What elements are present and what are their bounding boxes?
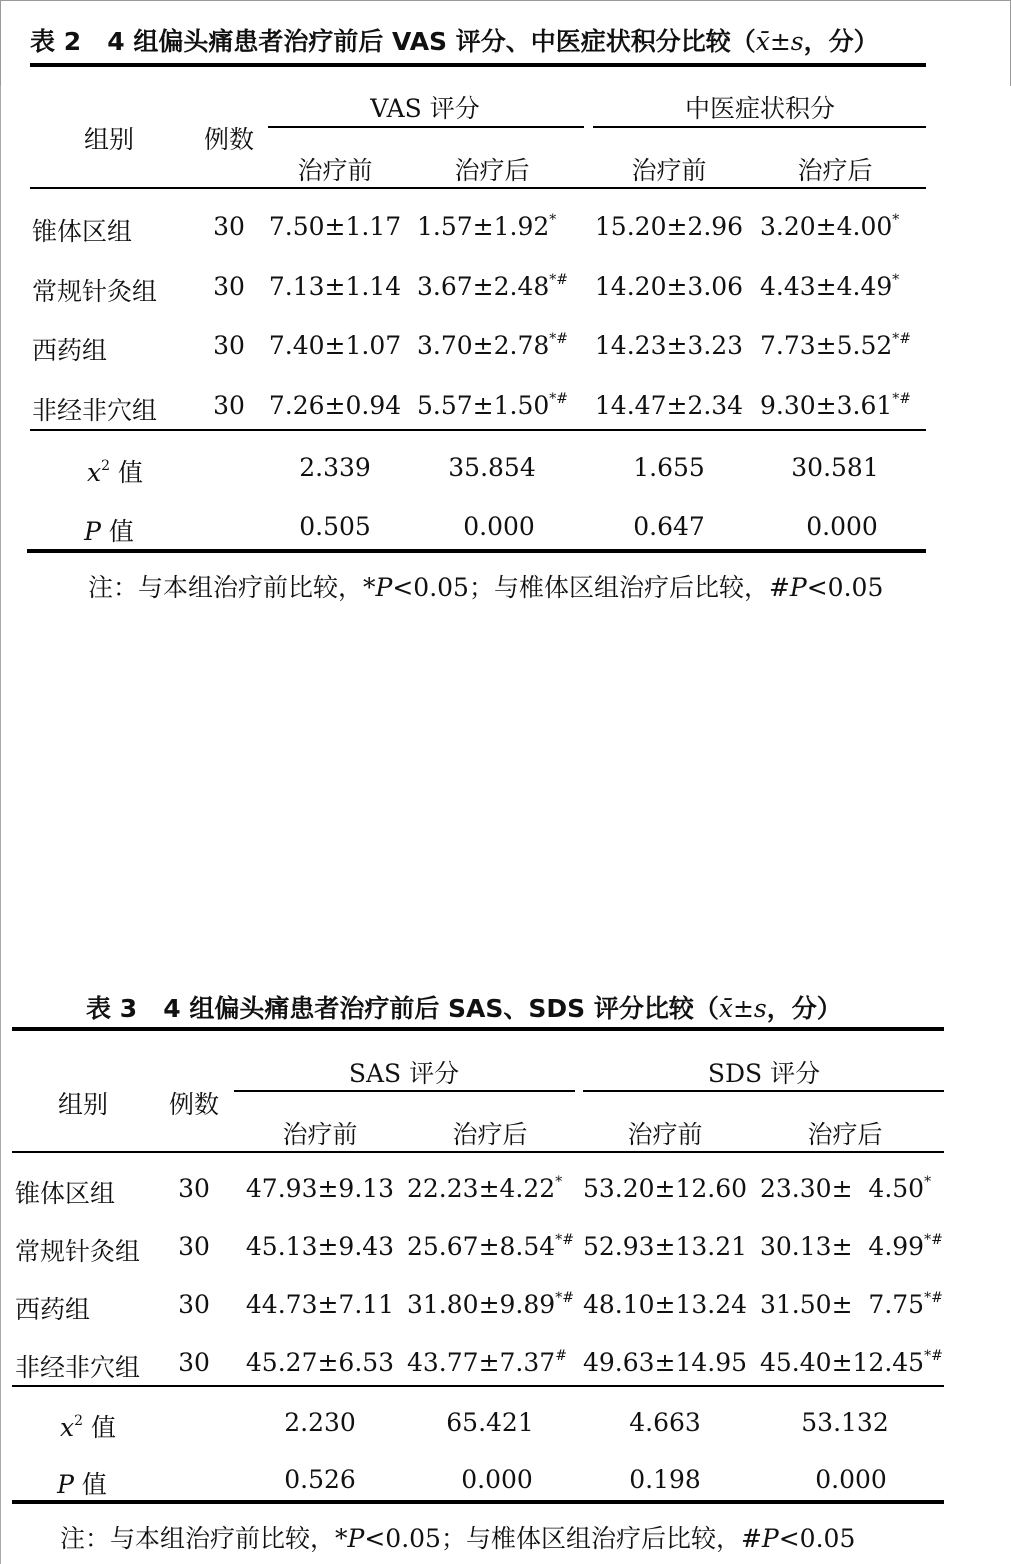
span-rule-2	[593, 126, 926, 128]
value-cell: 3.70±2.78*#	[417, 331, 569, 360]
chi-value: 65.421	[446, 1408, 534, 1437]
p-value: 0.647	[633, 512, 705, 541]
value-cell: 31.50± 7.75*#	[760, 1290, 943, 1319]
chi-value: 2.230	[284, 1408, 356, 1437]
value-cell: 7.50±1.17	[268, 212, 402, 241]
value-cell: 3.67±2.48*#	[417, 272, 569, 301]
value-cell: 7.40±1.07	[268, 331, 402, 360]
chi-square-label: $x^2$ 值	[60, 1413, 116, 1442]
value-cell: 22.23±4.22*	[407, 1174, 563, 1203]
value-cell: 47.93±9.13	[245, 1174, 395, 1203]
p-value: 0.000	[461, 1465, 533, 1494]
sample-size: 30	[213, 331, 245, 360]
sub-header-before-2: 治疗前	[631, 156, 707, 185]
p-value: 0.000	[463, 512, 535, 541]
table-2-unit: ，分）	[803, 27, 879, 56]
value-cell: 14.23±3.23	[594, 331, 744, 360]
value-cell: 25.67±8.54*#	[407, 1232, 574, 1261]
table-3-note: 注：与本组治疗前比较，*P<0.05；与椎体区组治疗后比较，#P<0.05	[60, 1524, 856, 1553]
p-value: 0.000	[815, 1465, 887, 1494]
group-name: 非经非穴组	[32, 396, 158, 425]
p-value: 0.000	[806, 512, 878, 541]
sample-size: 30	[178, 1348, 210, 1377]
col-header-n: 例数	[168, 1090, 220, 1119]
chi-value: 4.663	[629, 1408, 701, 1437]
value-cell: 45.27±6.53	[245, 1348, 395, 1377]
header-rule	[12, 1151, 944, 1153]
value-cell: 1.57±1.92*	[417, 212, 557, 241]
group-name: 西药组	[15, 1295, 91, 1324]
sub-header-before-2: 治疗前	[627, 1120, 703, 1149]
header-rule	[30, 187, 926, 189]
value-cell: 49.63±14.95	[582, 1348, 748, 1377]
span-header-2: 中医症状积分	[684, 94, 836, 123]
col-header-group: 组别	[57, 1090, 109, 1119]
value-cell: 53.20±12.60	[582, 1174, 748, 1203]
chi-value: 30.581	[791, 453, 879, 482]
table-3-unit: ，分）	[766, 994, 842, 1023]
table-2-stat: x̄±s	[755, 27, 804, 56]
sample-size: 30	[213, 272, 245, 301]
top-rule	[30, 63, 926, 67]
value-cell: 23.30± 4.50*	[760, 1174, 932, 1203]
chi-value: 53.132	[801, 1408, 889, 1437]
sample-size: 30	[213, 212, 245, 241]
span-rule-2	[583, 1090, 944, 1092]
sub-header-after-2: 治疗后	[797, 156, 873, 185]
value-cell: 9.30±3.61*#	[760, 391, 912, 420]
bottom-rule	[27, 549, 926, 553]
col-header-n: 例数	[203, 125, 255, 154]
value-cell: 45.13±9.43	[245, 1232, 395, 1261]
value-cell: 4.43±4.49*	[760, 272, 900, 301]
p-value-label: P 值	[84, 517, 134, 546]
col-header-group: 组别	[83, 125, 135, 154]
group-name: 非经非穴组	[15, 1353, 141, 1382]
value-cell: 45.40±12.45*#	[760, 1348, 943, 1377]
value-cell: 15.20±2.96	[594, 212, 744, 241]
span-rule-1	[268, 126, 584, 128]
value-cell: 3.20±4.00*	[760, 212, 900, 241]
table-3-title	[86, 989, 842, 1025]
value-cell: 14.20±3.06	[594, 272, 744, 301]
chi-value: 35.854	[448, 453, 536, 482]
value-cell: 7.73±5.52*#	[760, 331, 912, 360]
sub-header-after-1: 治疗后	[452, 1120, 528, 1149]
value-cell: 7.26±0.94	[268, 391, 402, 420]
value-cell: 5.57±1.50*#	[417, 391, 569, 420]
body-rule	[30, 429, 926, 431]
group-name: 常规针灸组	[15, 1237, 141, 1266]
sub-header-after-2: 治疗后	[807, 1120, 883, 1149]
value-cell: 48.10±13.24	[582, 1290, 748, 1319]
chi-square-label: $x^2$ 值	[87, 458, 143, 487]
group-name: 锥体区组	[15, 1179, 116, 1208]
table-2-number: 表 2	[30, 27, 82, 56]
group-name: 常规针灸组	[32, 277, 158, 306]
span-rule-1	[234, 1090, 575, 1092]
chi-value: 2.339	[299, 453, 371, 482]
span-header-1: VAS 评分	[370, 94, 480, 123]
value-cell: 52.93±13.21	[582, 1232, 748, 1261]
table-2-title	[30, 22, 879, 58]
table-3-caption: 4 组偏头痛患者治疗前后 SAS、SDS 评分比较（	[163, 994, 719, 1023]
chi-value: 1.655	[633, 453, 705, 482]
value-cell: 14.47±2.34	[594, 391, 744, 420]
p-value-label: P 值	[57, 1470, 107, 1499]
group-name: 西药组	[32, 336, 108, 365]
p-value: 0.505	[299, 512, 371, 541]
p-value: 0.526	[284, 1465, 356, 1494]
p-value: 0.198	[629, 1465, 701, 1494]
group-name: 锥体区组	[32, 217, 133, 246]
top-rule	[12, 1027, 944, 1031]
value-cell: 44.73±7.11	[245, 1290, 395, 1319]
value-cell: 30.13± 4.99*#	[760, 1232, 943, 1261]
table-3-number: 表 3	[86, 994, 138, 1023]
bottom-rule	[12, 1500, 944, 1504]
sub-header-before-1: 治疗前	[297, 156, 373, 185]
sub-header-before-1: 治疗前	[282, 1120, 358, 1149]
sample-size: 30	[178, 1290, 210, 1319]
span-header-2: SDS 评分	[707, 1059, 821, 1088]
sample-size: 30	[178, 1174, 210, 1203]
body-rule	[12, 1385, 944, 1387]
value-cell: 43.77±7.37#	[407, 1348, 567, 1377]
value-cell: 31.80±9.89*#	[407, 1290, 574, 1319]
table-2-caption: 4 组偏头痛患者治疗前后 VAS 评分、中医症状积分比较（	[107, 27, 756, 56]
sub-header-after-1: 治疗后	[454, 156, 530, 185]
value-cell: 7.13±1.14	[268, 272, 402, 301]
table-2-note: 注：与本组治疗前比较，*P<0.05；与椎体区组治疗后比较，#P<0.05	[88, 573, 884, 602]
sample-size: 30	[213, 391, 245, 420]
sample-size: 30	[178, 1232, 210, 1261]
table-3-stat: x̄±s	[718, 994, 767, 1023]
span-header-1: SAS 评分	[348, 1059, 460, 1088]
